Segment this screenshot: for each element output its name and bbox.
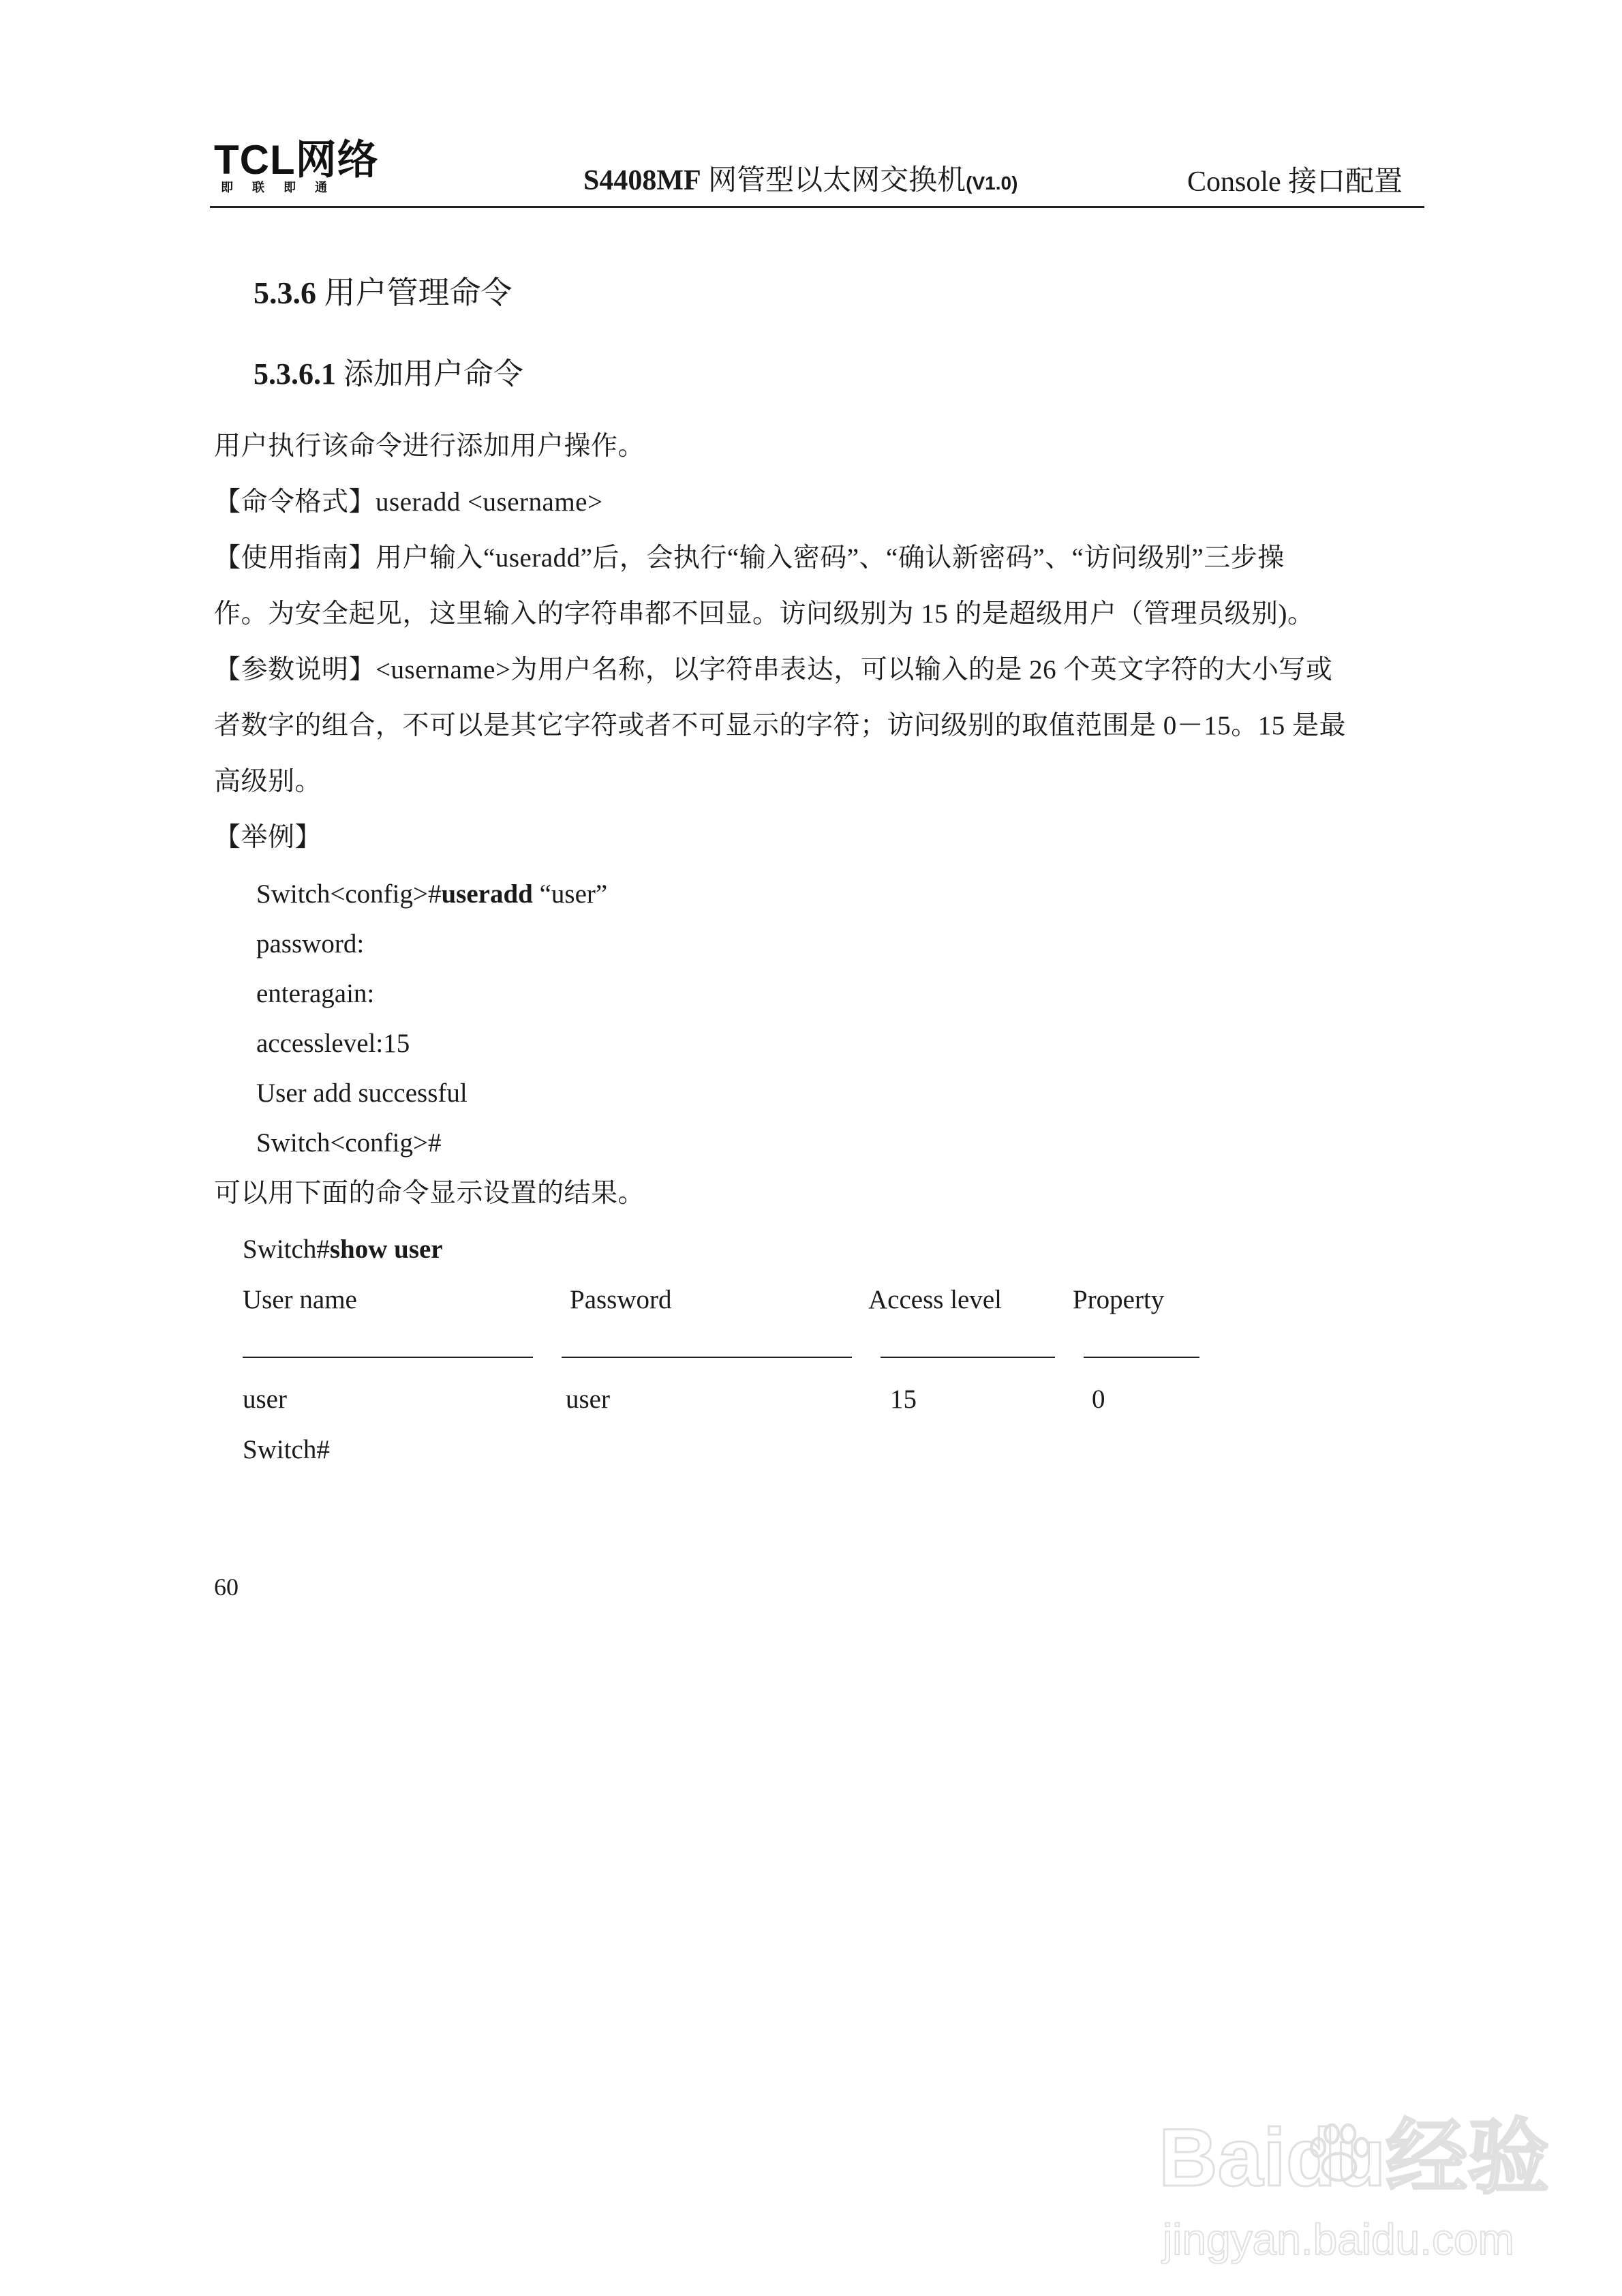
end-prompt: Switch# bbox=[243, 1435, 330, 1464]
subsection-title: 添加用户命令 bbox=[343, 357, 523, 391]
subsection-number: 5.3.6.1 bbox=[254, 357, 336, 391]
example-command: useradd bbox=[441, 879, 533, 909]
logo-main-text: TCL网络 bbox=[214, 137, 379, 183]
example-line-6: Switch<config># bbox=[256, 1128, 442, 1158]
section-title: 用户管理命令 bbox=[324, 275, 512, 310]
usage-guide-text: 用户输入“useradd”后，会执行“输入密码”、“确认新密码”、“访问级别”三步操 bbox=[376, 543, 1285, 573]
table-divider-username bbox=[243, 1357, 533, 1358]
header-product: S4408MF bbox=[583, 165, 701, 196]
show-prompt: Switch# bbox=[243, 1235, 330, 1264]
table-cell-property: 0 bbox=[1092, 1385, 1105, 1414]
subsection-heading bbox=[254, 356, 523, 393]
table-cell-password: user bbox=[566, 1385, 610, 1414]
watermark-brand: Baidu经验 bbox=[1159, 2112, 1550, 2203]
table-header-property: Property bbox=[1073, 1285, 1165, 1314]
section-heading bbox=[254, 274, 512, 312]
baidu-watermark bbox=[1159, 2112, 1550, 2270]
example-argument: “user” bbox=[532, 879, 608, 909]
header-title bbox=[583, 164, 1017, 200]
table-header-password: Password bbox=[570, 1285, 672, 1314]
param-desc-label: 【参数说明】 bbox=[214, 655, 376, 684]
table-divider-password bbox=[562, 1357, 852, 1358]
show-command-line bbox=[243, 1233, 443, 1267]
watermark-url: jingyan.baidu.com bbox=[1163, 2215, 1514, 2264]
paw-icon bbox=[1302, 2117, 1377, 2192]
table-divider-access-level bbox=[881, 1357, 1055, 1358]
section-number: 5.3.6 bbox=[254, 275, 316, 310]
example-line-5: User add successful bbox=[256, 1078, 468, 1108]
example-line-1 bbox=[256, 877, 607, 911]
example-label: 【举例】 bbox=[214, 823, 322, 852]
show-command: show user bbox=[329, 1235, 443, 1264]
param-desc-line2: 者数字的组合，不可以是其它字符或者不可显示的字符；访问级别的取值范围是 0－15。15 是最 bbox=[214, 711, 1347, 740]
usage-guide-line2: 作。为安全起见，这里输入的字符串都不回显。访问级别为 15 的是超级用户（管理员级别)。 bbox=[214, 599, 1315, 629]
example-prompt: Switch<config># bbox=[256, 879, 442, 909]
command-format-label: 【命令格式】 bbox=[214, 487, 376, 517]
example-line-4: accesslevel:15 bbox=[256, 1029, 410, 1058]
table-header-username: User name bbox=[243, 1285, 357, 1314]
param-desc-line1 bbox=[214, 653, 1332, 687]
header-section: Console 接口配置 bbox=[1187, 166, 1403, 198]
table-cell-access-level: 15 bbox=[890, 1385, 917, 1414]
tcl-logo bbox=[214, 137, 384, 201]
table-header-access-level: Access level bbox=[868, 1285, 1002, 1314]
usage-guide-label: 【使用指南】 bbox=[214, 543, 376, 573]
header-rule bbox=[210, 206, 1424, 208]
result-intro: 可以用下面的命令显示设置的结果。 bbox=[214, 1179, 645, 1208]
table-divider-property bbox=[1084, 1357, 1199, 1358]
table-cell-username: user bbox=[243, 1385, 287, 1414]
command-format bbox=[214, 485, 602, 519]
header-product-desc: 网管型以太网交换机 bbox=[708, 165, 966, 196]
intro-paragraph: 用户执行该命令进行添加用户操作。 bbox=[214, 432, 645, 461]
page-number: 60 bbox=[214, 1573, 239, 1601]
param-desc-text: <username>为用户名称，以字符串表达，可以输入的是 26 个英文字符的大小写或 bbox=[376, 655, 1333, 684]
command-format-text: useradd <username> bbox=[376, 487, 603, 517]
example-line-2: password: bbox=[256, 929, 365, 958]
usage-guide-line1 bbox=[214, 541, 1285, 575]
example-line-3: enteragain: bbox=[256, 979, 375, 1008]
header-version: (V1.0) bbox=[966, 172, 1018, 194]
param-desc-line3: 高级别。 bbox=[214, 767, 322, 796]
logo-slogan: 即联即通 bbox=[221, 181, 346, 195]
